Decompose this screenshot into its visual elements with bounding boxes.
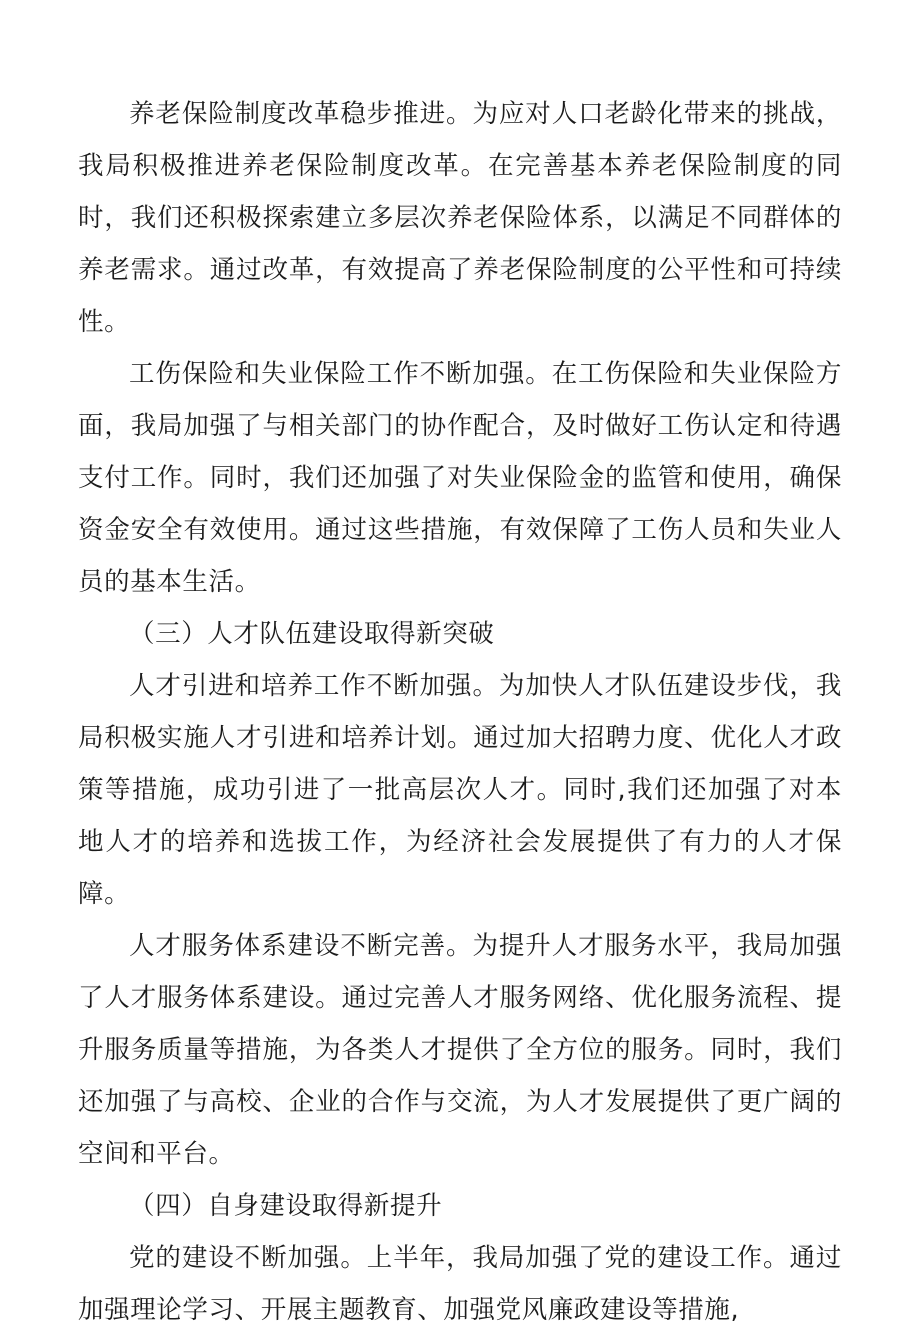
paragraph-talent-service-system: 人才服务体系建设不断完善。为提升人才服务水平，我局加强了人才服务体系建设。通过完善人才服务网络、优化服务流程、提升服务质量等措施，为各类人才提供了全方位的服务。同时，我们还加强了与高校、企业的合作与交流，为人才发展提供了更广阔的空间和平台。 xyxy=(78,931,842,1169)
heading-section-four: （四）自身建设取得新提升 xyxy=(129,1191,443,1221)
paragraph-party-building: 党的建设不断加强。上半年，我局加强了党的建设工作。通过加强理论学习、开展主题教育、加强党风廉政建设等措施, xyxy=(78,1243,842,1325)
paragraph-pension-reform: 养老保险制度改革稳步推进。为应对人口老龄化带来的挑战，我局积极推进养老保险制度改革。在完善基本养老保险制度的同时，我们还积极探索建立多层次养老保险体系，以满足不同群体的养老需求。通过改革，有效提高了养老保险制度的公平性和可持续性。 xyxy=(78,99,842,337)
paragraph-injury-unemployment-insurance: 工伤保险和失业保险工作不断加强。在工伤保险和失业保险方面，我局加强了与相关部门的协作配合，及时做好工伤认定和待遇支付工作。同时，我们还加强了对失业保险金的监管和使用，确保资金安全有效使用。通过这些措施，有效保障了工伤人员和失业人员的基本生活。 xyxy=(78,359,842,597)
paragraph-talent-introduction: 人才引进和培养工作不断加强。为加快人才队伍建设步伐，我局积极实施人才引进和培养计划。通过加大招聘力度、优化人才政策等措施，成功引进了一批高层次人才。同时,我们还加强了对本地人才的培养和选拔工作，为经济社会发展提供了有力的人才保障。 xyxy=(78,671,842,909)
heading-section-three: （三）人才队伍建设取得新突破 xyxy=(129,619,495,649)
document-body xyxy=(78,88,842,1336)
